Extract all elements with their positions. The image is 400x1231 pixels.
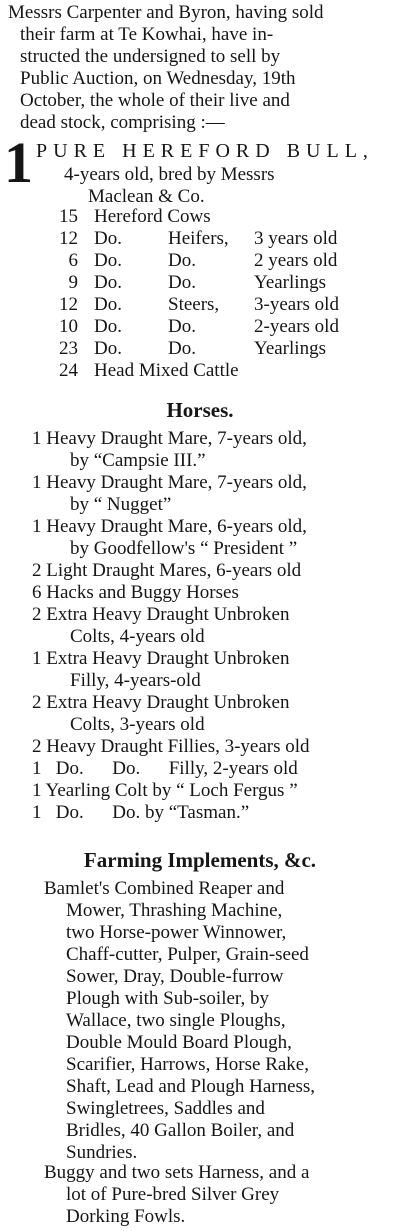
entry-line: 1 Heavy Draught Mare, 6-years old, <box>32 516 307 537</box>
implements-line: Bamlet's Combined Reaper and <box>44 878 285 899</box>
entry-line: 1 Do. Do. Filly, 2-years old <box>32 758 298 779</box>
item-type: Do. <box>168 272 196 293</box>
bull-description-line: 4-years old, bred by Messrs <box>64 164 275 185</box>
item-kind: Do. <box>94 250 122 271</box>
list-item <box>32 758 396 780</box>
entry-line: 1 Do. Do. by “Tasman.” <box>32 802 250 823</box>
item-age: 3-years old <box>254 294 339 315</box>
implements-line: Sower, Dray, Double-furrow <box>66 966 284 987</box>
implements-line: Sundries. <box>66 1142 138 1163</box>
cattle-list <box>40 206 396 382</box>
entry-line: 1 Heavy Draught Mare, 7-years old, <box>32 472 307 493</box>
implements-line: Swingletrees, Saddles and <box>66 1098 265 1119</box>
intro-line: their farm at Te Kowhai, have in- <box>20 24 274 45</box>
list-item <box>40 338 396 360</box>
entry-line: 2 Extra Heavy Draught Unbroken <box>32 604 290 625</box>
entry-continuation: Colts, 3-years old <box>70 714 205 735</box>
item-age: Yearlings <box>254 338 326 359</box>
list-item <box>40 294 396 316</box>
entry-line: 1 Extra Heavy Draught Unbroken <box>32 648 290 669</box>
entry-continuation: by “ Nugget” <box>70 494 172 515</box>
list-item <box>40 228 396 250</box>
entry-line: 2 Light Draught Mares, 6-years old <box>32 560 302 581</box>
item-kind: Do. <box>94 316 122 337</box>
item-description: Head Mixed Cattle <box>94 360 239 381</box>
implements-line: Plough with Sub-soiler, by <box>66 988 269 1009</box>
intro-line: Public Auction, on Wednesday, 19th <box>20 68 296 89</box>
item-description: Hereford Cows <box>94 206 211 227</box>
list-item <box>40 272 396 294</box>
item-quantity: 15 <box>59 206 78 227</box>
entry-line: 6 Hacks and Buggy Horses <box>32 582 239 603</box>
entry-line: 2 Heavy Draught Fillies, 3-years old <box>32 736 310 757</box>
implements-line: Wallace, two single Ploughs, <box>66 1010 286 1031</box>
item-age: Yearlings <box>254 272 326 293</box>
implements-list <box>44 878 398 1164</box>
item-quantity: 23 <box>59 338 78 359</box>
implements-line: Scarifier, Harrows, Horse Rake, <box>66 1054 309 1075</box>
list-item <box>32 736 396 758</box>
implements-line: Bridles, 40 Gallon Boiler, and <box>66 1120 295 1141</box>
item-kind: Do. <box>94 338 122 359</box>
list-item <box>32 780 396 802</box>
entry-continuation: by Goodfellow's “ President ” <box>70 538 298 559</box>
entry-line: 1 Heavy Draught Mare, 7-years old, <box>32 428 307 449</box>
entry-continuation: Colts, 4-years old <box>70 626 205 647</box>
item-kind: Do. <box>94 294 122 315</box>
item-quantity: 10 <box>59 316 78 337</box>
implements-line: two Horse-power Winnower, <box>66 922 287 943</box>
implements-line: Double Mould Board Plough, <box>66 1032 292 1053</box>
buggy-entry <box>44 1162 398 1228</box>
item-age: 2-years old <box>254 316 339 337</box>
entry-continuation: Filly, 4-years-old <box>70 670 201 691</box>
item-quantity: 12 <box>59 228 78 249</box>
list-item <box>40 316 396 338</box>
list-item <box>32 802 396 824</box>
list-item <box>32 692 396 736</box>
item-quantity: 12 <box>59 294 78 315</box>
list-item <box>40 250 396 272</box>
item-kind: Do. <box>94 272 122 293</box>
item-age: 3 years old <box>254 228 338 249</box>
implements-heading: Farming Implements, &c. <box>83 848 317 872</box>
list-item <box>32 516 396 560</box>
implements-line: Mower, Thrashing Machine, <box>66 900 283 921</box>
list-item <box>32 648 396 692</box>
item-type: Do. <box>168 316 196 337</box>
horses-heading: Horses. <box>166 398 234 422</box>
item-age: 2 years old <box>254 250 338 271</box>
entry-line: 2 Extra Heavy Draught Unbroken <box>32 692 290 713</box>
intro-line: Messrs Carpenter and Byron, having sold <box>8 2 324 23</box>
item-type: Do. <box>168 338 196 359</box>
intro-line: structed the undersigned to sell by <box>20 46 281 67</box>
implements-line: Shaft, Lead and Plough Harness, <box>66 1076 316 1097</box>
item-quantity: 6 <box>68 250 78 271</box>
implements-line: Chaff-cutter, Pulper, Grain-seed <box>66 944 309 965</box>
intro-line: dead stock, comprising :— <box>20 112 225 133</box>
bull-quantity: 1 <box>4 130 33 195</box>
entry-line: 1 Yearling Colt by “ Loch Fergus ” <box>32 780 298 801</box>
list-item <box>32 582 396 604</box>
buggy-line: Dorking Fowls. <box>66 1206 186 1227</box>
list-item <box>32 472 396 516</box>
list-item <box>40 206 396 228</box>
list-item <box>32 604 396 648</box>
bull-title: PURE HEREFORD BULL, <box>36 140 374 162</box>
item-type: Do. <box>168 250 196 271</box>
entry-continuation: by “Campsie III.” <box>70 450 206 471</box>
item-quantity: 9 <box>68 272 78 293</box>
list-item <box>40 360 396 382</box>
list-item <box>32 560 396 582</box>
buggy-line: Buggy and two sets Harness, and a <box>44 1162 310 1183</box>
buggy-line: lot of Pure-bred Silver Grey <box>66 1184 280 1205</box>
item-type: Steers, <box>168 294 220 315</box>
intro-line: October, the whole of their live and <box>20 90 290 111</box>
bull-description-line: Maclean & Co. <box>88 186 205 207</box>
item-type: Heifers, <box>168 228 229 249</box>
intro-paragraph <box>8 2 396 134</box>
horses-list <box>32 428 396 824</box>
item-kind: Do. <box>94 228 122 249</box>
item-quantity: 24 <box>59 360 78 381</box>
list-item <box>32 428 396 472</box>
